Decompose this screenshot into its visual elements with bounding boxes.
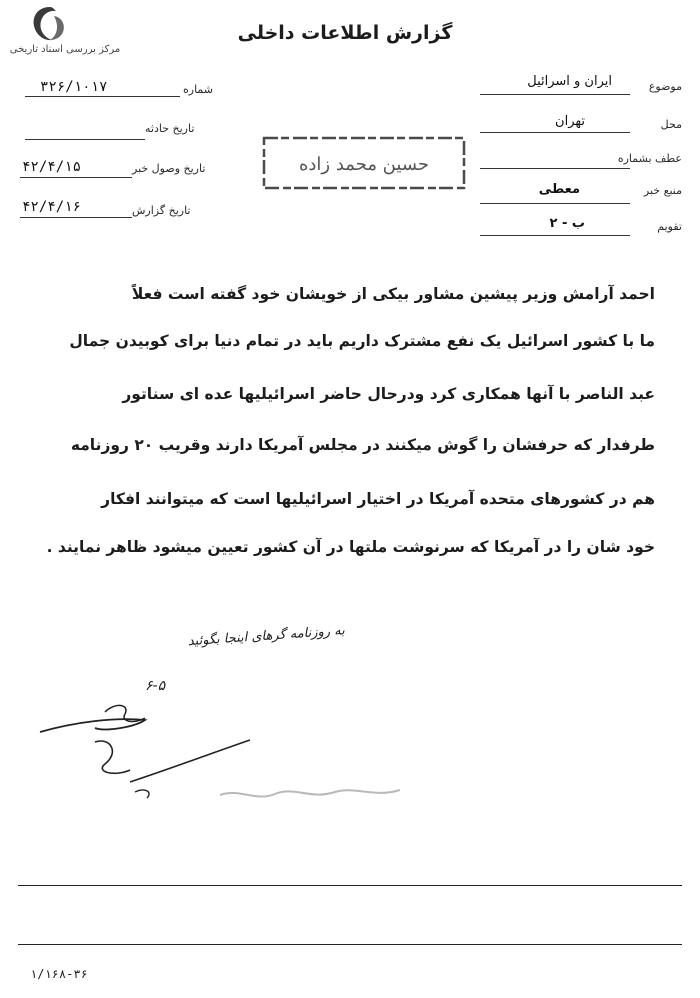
subject-underline [480, 94, 630, 95]
evaluation-label: تقویم [657, 220, 682, 233]
subject-value: ایران و اسرائیل [527, 74, 612, 89]
incident-date-label: تاریخ حادثه [145, 122, 195, 135]
number-underline [25, 96, 180, 97]
bottom-rule [18, 944, 682, 945]
number-label: شماره [183, 83, 214, 96]
archive-logo-icon [28, 4, 72, 44]
body-line: هم در کشورهای متحده آمریکا در اختیار اسرائیلیها است که میتوانند افکار [101, 490, 655, 508]
body-line: طرفدار که حرفشان را گوش میکنند در مجلس آمریکا دارند وقریب ۲۰ روزنامه [70, 436, 655, 454]
page-title: گزارش اطلاعات داخلی [237, 22, 453, 44]
body-line: ما با کشور اسرائیل یک نفع مشترک داریم باید در تمام دنیا برای کوبیدن جمال [69, 332, 655, 350]
subject-label: موضوع [648, 80, 682, 93]
source-underline [480, 203, 630, 204]
place-label: محل [660, 118, 682, 131]
handwritten-number: ۶-۵ [145, 678, 166, 694]
place-value: تهران [555, 114, 585, 129]
incident-date-underline [25, 139, 145, 140]
reference-underline [480, 168, 630, 169]
bottom-rule [18, 885, 682, 886]
received-date-underline [20, 177, 132, 178]
body-line: عبد الناصر با آنها همکاری کرد ودرحال حاضر اسرائیلیها عده ای سناتور [122, 385, 655, 403]
number-value: ۳۲۶/۱۰۱۷ [40, 79, 108, 95]
received-date-value: ۴۲/۴/۱۵ [22, 159, 82, 175]
handwritten-note: به روزنامه گرهای اینجا بگوئید [187, 623, 346, 650]
report-date-label: تاریخ گزارش [132, 204, 191, 217]
evaluation-value: ب - ۲ [549, 216, 585, 231]
place-underline [480, 132, 630, 133]
name-stamp [258, 132, 470, 194]
body-line: خود شان را در آمریکا که سرنوشت ملتها در آن کشور تعیین میشود ظاهر نمایند . [46, 538, 655, 556]
watermark-text: مرکز بررسی اسناد تاریخی [9, 44, 121, 55]
source-label: منبع خبر [643, 184, 682, 197]
stamp-text: حسین محمد زاده [298, 154, 430, 175]
body-line: احمد آرامش وزیر پیشین مشاور بیکی از خویشان خود گفته است فعلاً [131, 285, 655, 303]
footer-code: ۱/۱۶۸-۳۶ [30, 967, 88, 981]
source-value: معطی [538, 182, 580, 197]
received-date-label: تاریخ وصول خبر [132, 162, 206, 175]
report-date-value: ۴۲/۴/۱۶ [22, 199, 82, 215]
reference-label: عطف بشماره [617, 152, 682, 165]
faded-handwriting [215, 780, 405, 810]
evaluation-underline [480, 235, 630, 236]
report-date-underline [20, 217, 132, 218]
